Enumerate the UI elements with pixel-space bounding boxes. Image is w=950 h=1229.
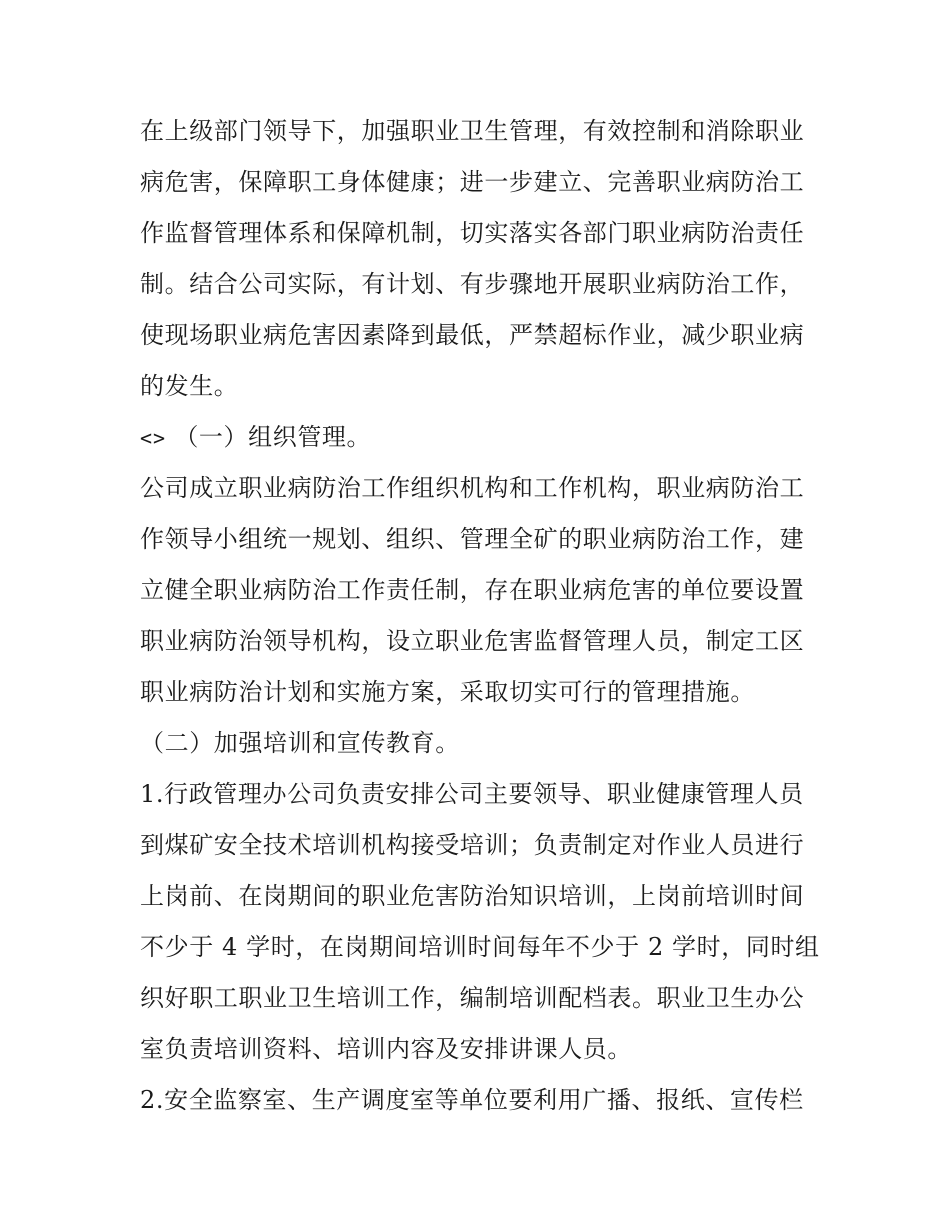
paragraph-training-item-1 [140,769,820,1075]
section-heading-organization [140,412,812,463]
text-line: 2.安全监察室、生产调度室等单位要利用广播、报纸、宣传栏 [140,1086,804,1114]
text-line: 制。结合公司实际，有计划、有步骤地开展职业病防治工作， [140,270,805,298]
text-line: 作领导小组统一规划、组织、管理全矿的职业病防治工作，建 [140,525,805,553]
text-line: 织好职工职业卫生培训工作，编制培训配档表。职业卫生办公 [140,984,805,1012]
text-line: 上岗前、在岗期间的职业危害防治知识培训，上岗前培训时间 [140,882,805,910]
heading-marker: <> [140,426,167,450]
text-line: 在上级部门领导下，加强职业卫生管理，有效控制和消除职业 [140,117,805,145]
text-line: 的发生。 [140,372,239,400]
text-line: 立健全职业病防治工作责任制，存在职业病危害的单位要设置 [140,576,805,604]
section-heading-training [140,718,812,769]
heading-text: （二）加强培训和宣传教育。 [140,729,460,757]
text-line: 使现场职业病危害因素降到最低，严禁超标作业，减少职业病 [140,321,805,349]
text-line: 不少于 4 学时，在岗期间培训时间每年不少于 2 学时，同时组 [140,933,820,961]
paragraph-organization [140,463,812,718]
text-line: 到煤矿安全技术培训机构接受培训；负责制定对作业人员进行 [140,831,805,859]
paragraph-intro [140,106,812,412]
document-body [140,106,820,1126]
text-line: 公司成立职业病防治工作组织机构和工作机构，职业病防治工 [140,474,805,502]
heading-text: （一）组织管理。 [174,423,372,451]
text-line: 病危害，保障职工身体健康；进一步建立、完善职业病防治工 [140,168,805,196]
text-line: 职业病防治计划和实施方案，采取切实可行的管理措施。 [140,678,755,706]
paragraph-training-item-2 [140,1075,812,1126]
text-line: 1.行政管理办公司负责安排公司主要领导、职业健康管理人员 [140,780,804,808]
heading-line [140,412,812,463]
text-line: 室负责培训资料、培训内容及安排讲课人员。 [140,1035,632,1063]
text-line: 作监督管理体系和保障机制，切实落实各部门职业病防治责任 [140,219,805,247]
text-line: 职业病防治领导机构，设立职业危害监督管理人员，制定工区 [140,627,805,655]
